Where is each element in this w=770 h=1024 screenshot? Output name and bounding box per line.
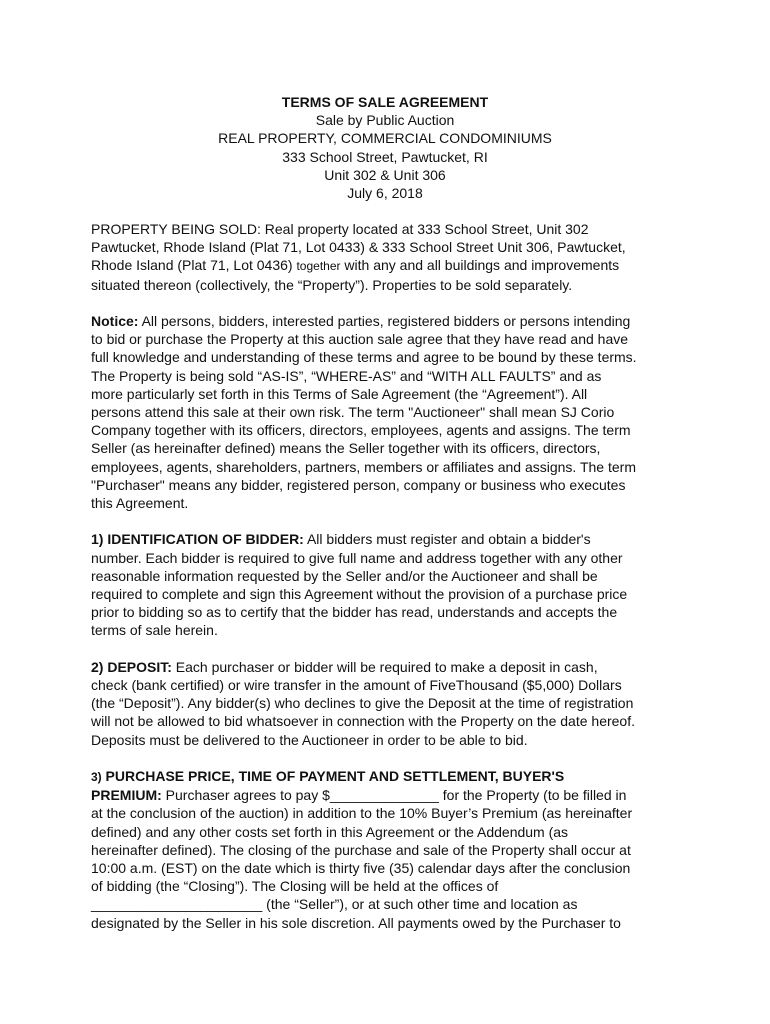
text-run: Each purchaser or bidder will be required to make a deposit in cash, [171,658,598,675]
property-paragraph [91,220,691,294]
section-heading-text: PURCHASE PRICE, TIME OF PAYMENT AND SETTLEMENT, BUYER'S [101,768,565,785]
text-line: required to complete and sign this Agreement without the provision of a purchase price [91,586,628,603]
section-heading-continued: PREMIUM: [91,787,162,804]
text-line: The Property is being sold “AS-IS”, “WHERE-AS” and “WITH ALL FAULTS” and as [91,367,602,384]
text-line: check (bank certified) or wire transfer in the amount of FiveThousand ($5,000) Dollars [91,677,622,694]
text-line [91,312,691,330]
text-line [91,256,691,275]
document-body [91,220,691,950]
text-line: ______________________ (the “Seller”), or at such other time and location as [91,896,578,913]
text-line: number. Each bidder is required to give full name and address together with any other [91,549,623,566]
text-line [91,786,691,804]
header-line-units: Unit 302 & Unit 306 [324,166,446,183]
text-run-small: together [296,259,341,274]
text-line: (the “Deposit”). Any bidder(s) who declines to give the Deposit at the time of registration [91,695,634,712]
section-heading: 1) IDENTIFICATION OF BIDDER: [91,531,304,548]
text-line: reasonable information requested by the Seller and/or the Auctioneer and shall be [91,567,598,584]
text-line: "Purchaser" means any bidder, registered person, company or business who executes [91,476,626,493]
text-run: All bidders must register and obtain a bidder's [303,531,591,548]
text-line: terms of sale herein. [91,622,218,639]
section-identification-of-bidder [91,530,691,639]
text-line: of bidding (the “Closing”). The Closing will be held at the offices of [91,878,499,895]
text-line: Deposits must be delivered to the Auctioneer in order to be able to bid. [91,731,528,748]
section-purchase-price [91,767,691,932]
section-heading [91,768,564,784]
text-line: prior to bidding so as to certify that the bidder has read, understands and accepts the [91,604,618,621]
header-line-address: 333 School Street, Pawtucket, RI [282,148,488,165]
header-line-sale-type: Sale by Public Auction [315,112,455,129]
header-line-property-type: REAL PROPERTY, COMMERCIAL CONDOMINIUMS [218,130,552,147]
text-line: at the conclusion of the auction) in addition to the 10% Buyer’s Premium (as hereinafter [91,805,633,822]
text-run: with any and all buildings and improvements [340,257,620,274]
text-line [91,767,691,786]
section-heading: 2) DEPOSIT: [91,658,172,675]
text-line: designated by the Seller in his sole discretion. All payments owed by the Purchaser to [91,914,621,931]
notice-label: Notice: [91,313,139,329]
text-line: to bid or purchase the Property at this auction sale agree that they have read and have [91,331,629,348]
text-line: persons attend this sale at their own risk. The term "Auctioneer" shall mean SJ Corio [91,404,615,421]
section-deposit [91,658,691,749]
text-run: All persons, bidders, interested parties, registered bidders or persons intending [138,313,631,329]
text-line: defined) and any other costs set forth in this Agreement or the Addendum (as [91,823,569,840]
text-line: will not be allowed to bid whatsoever in connection with the Property on the date hereof. [91,713,635,730]
text-line: this Agreement. [91,495,189,512]
text-line: PROPERTY BEING SOLD: Real property located at 333 School Street, Unit 302 [91,221,589,237]
notice-paragraph [91,312,691,512]
text-line: Pawtucket, Rhode Island (Plat 71, Lot 0433) & 333 School Street Unit 306, Pawtucket, [91,239,626,256]
document-header [0,93,770,202]
text-line: Company together with its officers, directors, employees, agents and assigns. The term [91,422,631,439]
section-number: 3) [91,770,102,785]
text-line: Seller (as hereinafter defined) means the Seller together with its officers, directors, [91,440,601,457]
text-line: 10:00 a.m. (EST) on the date which is thirty five (35) calendar days after the conclusion [91,860,631,877]
document-title: TERMS OF SALE AGREEMENT [281,94,489,110]
header-line-date: July 6, 2018 [347,185,423,202]
text-line: hereinafter defined). The closing of the purchase and sale of the Property shall occur at [91,841,631,858]
text-line: more particularly set forth in this Terms of Sale Agreement (the “Agreement”). All [91,385,588,402]
text-run: Purchaser agrees to pay $______________ for the Property (to be filled in [161,787,627,804]
text-line [91,658,691,676]
text-run: Rhode Island (Plat 71, Lot 0436) [91,257,297,274]
text-line: full knowledge and understanding of these terms and agree to be bound by these terms. [91,349,637,366]
text-line: employees, agents, shareholders, partners, members or affiliates and assigns. The term [91,458,636,475]
text-line [91,530,691,548]
text-line: situated thereon (collectively, the “Property”). Properties to be sold separately. [91,276,573,293]
